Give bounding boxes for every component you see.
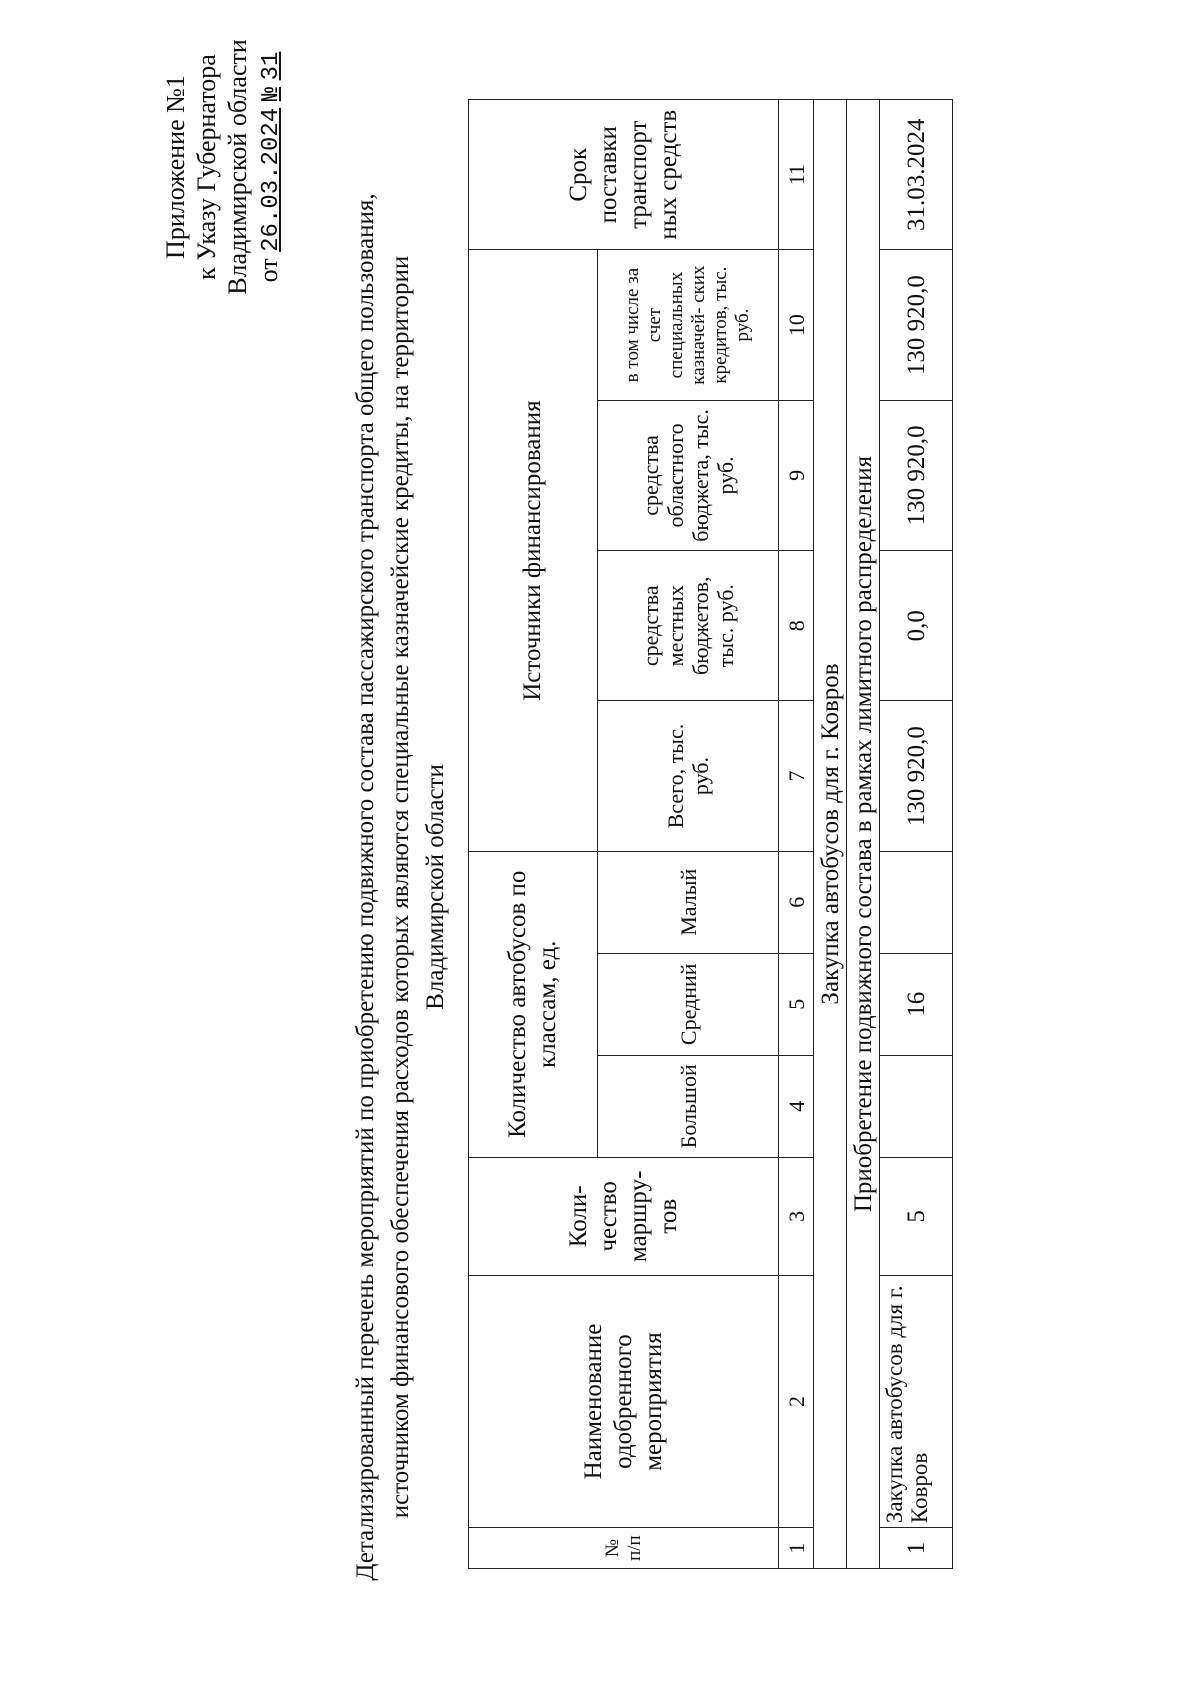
cell-small: [880, 851, 953, 953]
colnum-4: 4: [779, 1055, 814, 1157]
cell-total: 130 920,0: [880, 701, 953, 851]
header-name: Наименование одобренного мероприятия: [469, 1275, 779, 1527]
appendix-line-2: к Указу Губернатора: [192, 54, 221, 280]
cell-deadline: 31.03.2024: [880, 100, 953, 250]
cell-routes: 5: [880, 1157, 953, 1275]
header-row-1: [469, 100, 598, 1569]
colnum-8: 8: [779, 551, 814, 701]
number-prefix: №: [258, 86, 285, 102]
decree-number: 31: [258, 51, 285, 81]
header-incl-special: в том числе за счет специальных казначей- ских кредитов, тыс. руб.: [598, 250, 779, 400]
appendix-line-3: Владимирской области: [223, 39, 252, 295]
header-medium: Средний: [598, 953, 779, 1055]
decree-date: 26.03.2024: [258, 107, 285, 252]
header-routes: Коли- чество маршру- тов: [469, 1157, 779, 1275]
header-regional: средства областного бюджета, тыс. руб.: [598, 400, 779, 550]
colnum-6: 6: [779, 851, 814, 953]
cell-big: [880, 1055, 953, 1157]
cell-no: 1: [880, 1528, 953, 1569]
financing-table: [468, 99, 953, 1569]
section-row-1: [814, 100, 847, 1569]
header-big: Большой: [598, 1055, 779, 1157]
colnum-10: 10: [779, 250, 814, 400]
colnum-3: 3: [779, 1157, 814, 1275]
colnum-2: 2: [779, 1275, 814, 1527]
header-finance-group: Источники финансирования: [469, 250, 598, 851]
header-small: Малый: [598, 851, 779, 953]
table-row: [880, 100, 953, 1569]
header-no: № п/п: [469, 1528, 779, 1569]
cell-name: Закупка автобусов для г. Ковров: [880, 1275, 953, 1527]
colnum-9: 9: [779, 400, 814, 550]
header-local: средства местных бюджетов, тыс. руб.: [598, 551, 779, 701]
cell-medium: 16: [880, 953, 953, 1055]
colnum-11: 11: [779, 100, 814, 250]
appendix-line-1: Приложение №1: [161, 75, 190, 259]
column-numbers-row: [779, 100, 814, 1569]
cell-local: 0,0: [880, 551, 953, 701]
header-buses-group: Количество автобусов по классам, ед.: [469, 851, 598, 1157]
appendix-header: [160, 37, 287, 297]
section-title-2: Приобретение подвижного состава в рамках лимитного распределения: [847, 100, 880, 1569]
cell-incl-special: 130 920,0: [880, 250, 953, 400]
document-title: Детализированный перечень мероприятий по приобретению подвижного состава пассажирского транспорта общего пользования, источником финансового обеспечения расходов которых являются специальные казначейские кредиты, на территории Владимирской области: [352, 193, 449, 1581]
cell-regional: 130 920,0: [880, 400, 953, 550]
section-title-1: Закупка автобусов для г. Ковров: [814, 100, 847, 1569]
section-row-2: [847, 100, 880, 1569]
header-total: Всего, тыс. руб.: [598, 701, 779, 851]
colnum-5: 5: [779, 953, 814, 1055]
date-prefix: от: [254, 258, 283, 283]
colnum-7: 7: [779, 701, 814, 851]
header-deadline: Срок поставки транспорт ных средств: [469, 100, 779, 250]
colnum-1: 1: [779, 1528, 814, 1569]
appendix-date-line: [253, 37, 287, 297]
